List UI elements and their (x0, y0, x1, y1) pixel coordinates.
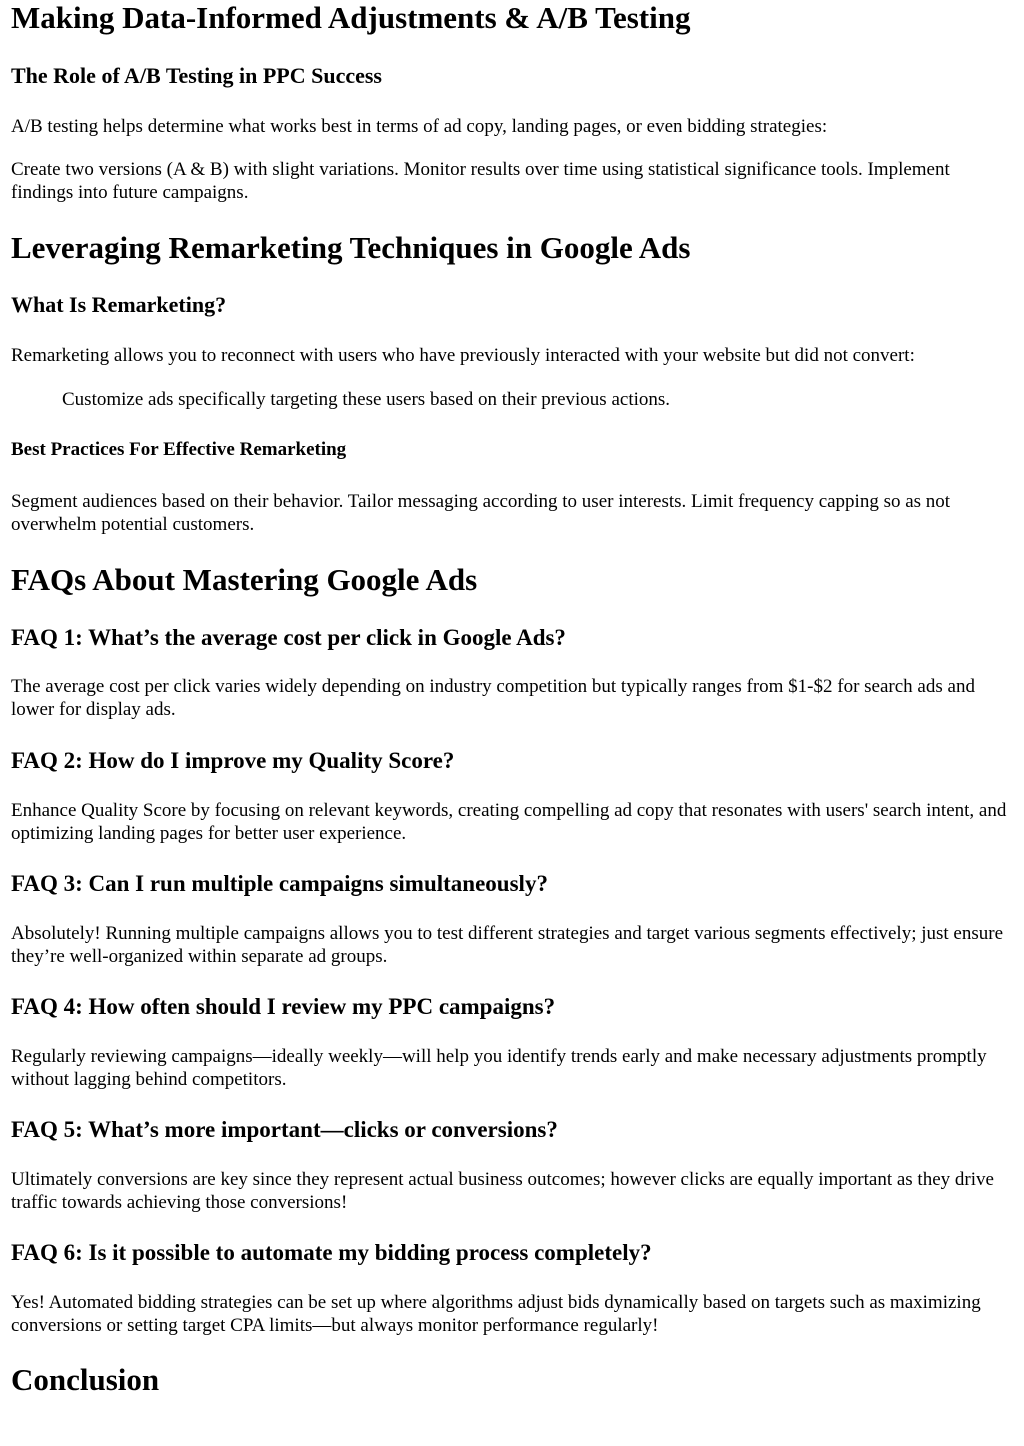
faq-question: FAQ 4: How often should I review my PPC campaigns? (11, 994, 556, 1019)
faq-answer: Ultimately conversions are key since they represent actual business outcomes; however clicks are equally important as they drive traffic towards achieving those conversions! (11, 1169, 994, 1213)
faq-answer: Absolutely! Running multiple campaigns allows you to test different strategies and target various segments effectively; just ensure they’re well-organized within separate ad groups. (11, 923, 1004, 967)
faq-answer: Yes! Automated bidding strategies can be set up where algorithms adjust bids dynamically based on targets such as maximizing conversions or setting target CPA limits—but always monitor performance regularly! (11, 1292, 981, 1336)
faq-question: FAQ 1: What’s the average cost per click in Google Ads? (11, 625, 566, 650)
faq-question: FAQ 6: Is it possible to automate my bidding process completely? (11, 1240, 652, 1265)
paragraph-best-practices: Segment audiences based on their behavior. Tailor messaging according to user interests. Limit frequency capping so as not overwhelm potential customers. (11, 491, 951, 535)
faq-answer: The average cost per click varies widely depending on industry competition but typically ranges from $1-$2 for search ads and lower for display ads. (11, 676, 975, 720)
faq-question: FAQ 3: Can I run multiple campaigns simultaneously? (11, 871, 548, 896)
paragraph-ab-testing-steps: Create two versions (A & B) with slight variations. Monitor results over time using statistical significance tools. Implement findings into future campaigns. (11, 159, 950, 203)
paragraph-remarketing-intro: Remarketing allows you to reconnect with users who have previously interacted with your website but did not convert: (11, 345, 915, 366)
faq-question: FAQ 2: How do I improve my Quality Score? (11, 748, 455, 773)
faq-question: FAQ 5: What’s more important—clicks or conversions? (11, 1117, 558, 1142)
subheading-ab-testing-role: The Role of A/B Testing in PPC Success (11, 63, 382, 88)
subheading-what-is-remarketing: What Is Remarketing? (11, 292, 227, 317)
section-heading-ab-testing: Making Data-Informed Adjustments & A/B Testing (11, 0, 691, 35)
faq-answer: Enhance Quality Score by focusing on relevant keywords, creating compelling ad copy that resonates with users' search intent, and optimizing landing pages for better user experience. (11, 800, 1007, 844)
subheading-best-practices: Best Practices For Effective Remarketing (11, 439, 347, 460)
paragraph-ab-testing-intro: A/B testing helps determine what works best in terms of ad copy, landing pages, or even bidding strategies: (11, 116, 828, 137)
section-heading-faqs: FAQs About Mastering Google Ads (11, 562, 478, 597)
faq-answer: Regularly reviewing campaigns—ideally weekly—will help you identify trends early and make necessary adjustments promptly without lagging behind competitors. (11, 1046, 987, 1090)
blockquote-remarketing: Customize ads specifically targeting these users based on their previous actions. (62, 389, 671, 410)
section-heading-remarketing: Leveraging Remarketing Techniques in Google Ads (11, 230, 691, 265)
section-heading-conclusion: Conclusion (11, 1362, 160, 1397)
